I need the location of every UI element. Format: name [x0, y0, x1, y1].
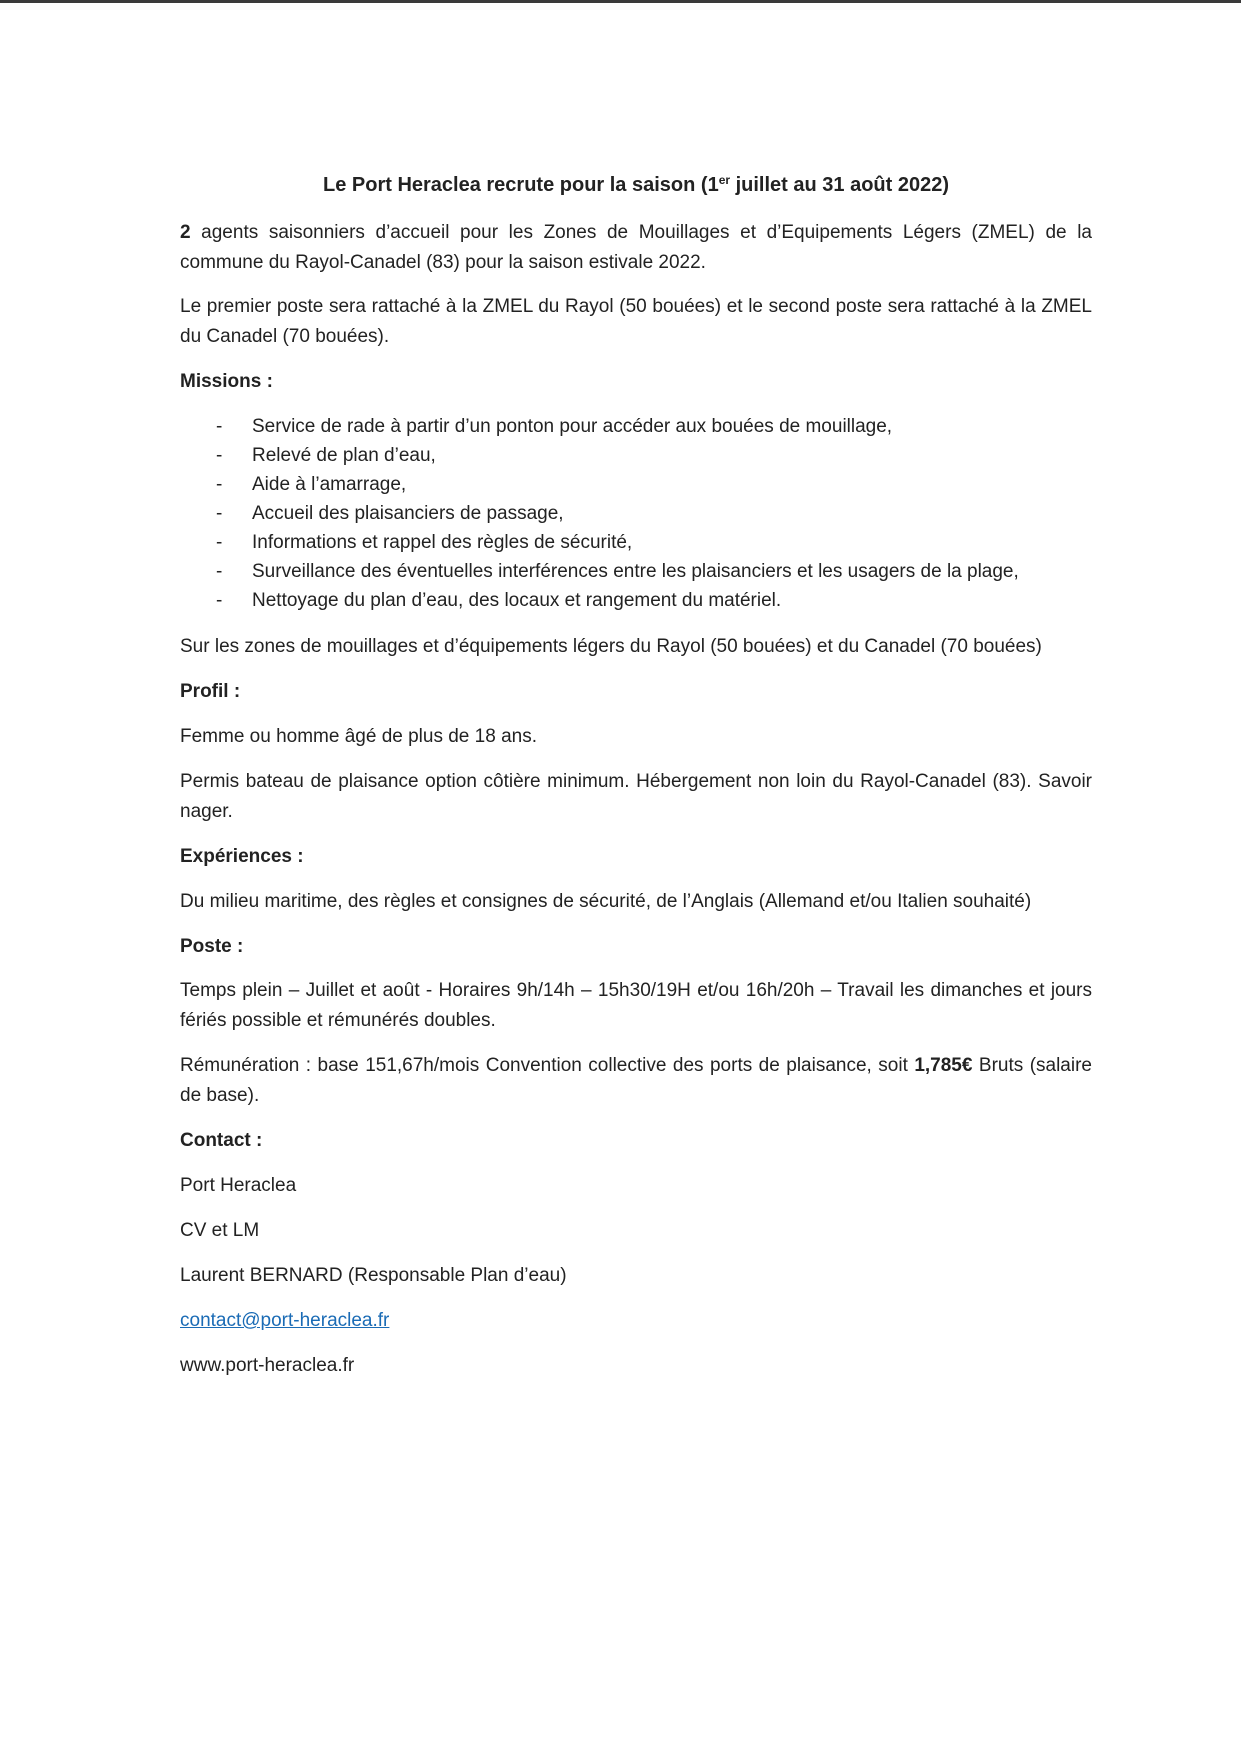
missions-heading: Missions : [180, 371, 273, 392]
list-item: - Surveillance des éventuelles interférences entre les plaisanciers et les usagers de la plage, [216, 561, 1019, 582]
missions-list [216, 412, 1019, 615]
contact-heading: Contact : [180, 1130, 263, 1151]
zones-paragraph: Sur les zones de mouillages et d’équipements légers du Rayol (50 bouées) et du Canadel (70 bouées) [180, 636, 1042, 657]
agent-count: 2 [180, 222, 191, 243]
poste-heading: Poste : [180, 936, 244, 957]
page-title: Le Port Heraclea recrute pour la saison (1er juillet au 31 août 2022) [322, 173, 949, 196]
intro-paragraph: 2 agents saisonniers d’accueil pour les Zones de Mouillages et d’Equipements Légers (ZMEL) de la commune du Rayol-Canadel (83) pour la saison estivale 2022. [180, 222, 1092, 273]
list-item: - Informations et rappel des règles de sécurité, [216, 532, 633, 553]
contact-website: www.port-heraclea.fr [180, 1355, 355, 1376]
contact-email-link[interactable]: contact@port-heraclea.fr [180, 1310, 390, 1331]
list-item: - Service de rade à partir d’un ponton pour accéder aux bouées de mouillage, [216, 416, 893, 437]
list-item: - Aide à l’amarrage, [216, 474, 407, 495]
list-item: - Nettoyage du plan d’eau, des locaux et rangement du matériel. [216, 590, 782, 611]
scan-top-edge [0, 0, 1241, 3]
contact-email-line [180, 1306, 1092, 1336]
contact-docs: CV et LM [180, 1220, 260, 1241]
experiences-heading: Expériences : [180, 846, 304, 867]
poste-horaires: Temps plein – Juillet et août - Horaires 9h/14h – 15h30/19H et/ou 16h/20h – Travail les dimanches et jours fériés possible et rémunérés doubles. [180, 980, 1092, 1031]
title-superscript: er [718, 173, 731, 187]
salary-amount: 1,785€ [914, 1055, 973, 1076]
list-item: - Accueil des plaisanciers de passage, [216, 503, 564, 524]
list-item: - Relevé de plan d’eau, [216, 445, 436, 466]
postes-paragraph: Le premier poste sera rattaché à la ZMEL du Rayol (50 bouées) et le second poste sera rattaché à la ZMEL du Canadel (70 bouées). [180, 296, 1092, 347]
experiences-text: Du milieu maritime, des règles et consignes de sécurité, de l’Anglais (Allemand et/ou Italien souhaité) [180, 891, 1032, 912]
profil-permis: Permis bateau de plaisance option côtière minimum. Hébergement non loin du Rayol-Canadel (83). Savoir nager. [180, 771, 1092, 822]
contact-org: Port Heraclea [180, 1175, 297, 1196]
profil-age: Femme ou homme âgé de plus de 18 ans. [180, 726, 537, 747]
profil-heading: Profil : [180, 681, 241, 702]
poste-remuneration: Rémunération : base 151,67h/mois Convention collective des ports de plaisance, soit 1,785€ Bruts (salaire de base). [180, 1055, 1092, 1106]
contact-person: Laurent BERNARD (Responsable Plan d’eau) [180, 1265, 567, 1286]
